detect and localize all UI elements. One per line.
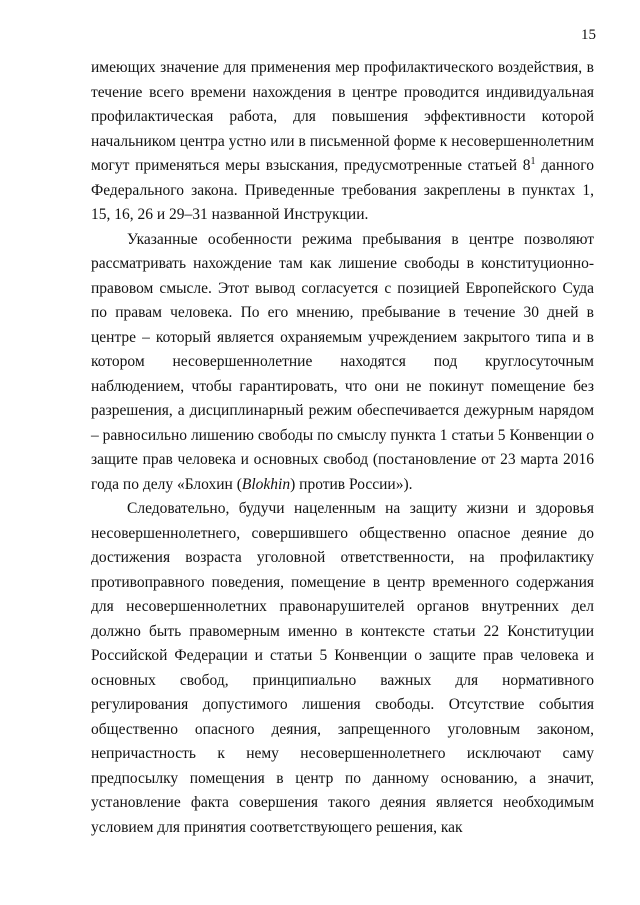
document-body [91,56,594,840]
paragraph-1-text-end: данного Федерального закона. Приведенные требования закреплены в пунктах 1, 15, 16, 26 и 29–31 названной Инструкции. [91,157,594,223]
paragraph-1 [91,56,594,228]
paragraph-1-text: имеющих значение для применения мер профилактического воздействия, в течение всего времени нахождения в центре проводится индивидуальная профилактическая работа, для повышения эффективности которой начальником центра устно или в письменной форме к несовершеннолетним могут применяться меры взыскания, предусмотренные статьей 8 [91,59,594,174]
paragraph-2 [91,228,594,498]
paragraph-3: Следовательно, будучи нацеленным на защиту жизни и здоровья несовершеннолетнего, совершившего общественно опасное деяние до достижения возраста уголовной ответственности, на профилактику противоправного поведения, помещение в центр временного содержания для несовершеннолетних правонарушителей органов внутренних дел должно быть правомерным именно в контексте статьи 22 Конституции Российской Федерации и статьи 5 Конвенции о защите прав человека и основных свобод, принципиально важных для нормативного регулирования допустимого лишения свободы. Отсутствие события общественно опасного деяния, запрещенного уголовным законом, непричастность к нему несовершеннолетнего исключают саму предпосылку помещения в центр по данному основанию, а значит, установление факта совершения такого деяния является необходимым условием для принятия соответствующего решения, как [91,500,594,836]
case-name-latin: Blokhin [241,475,291,493]
page-number: 15 [581,27,596,43]
footnote-superscript: 1 [530,156,536,167]
paragraph-2-text: Указанные особенности режима пребывания в центре позволяют рассматривать нахождение там как лишение свободы в конституционно-правовом смысле. Этот вывод согласуется с позицией Европейского Суда по правам человека. По его мнению, пребывание в течение 30 дней в центре – который является охраняемым учреждением закрытого типа и в котором несовершеннолетние находятся под круглосуточным наблюдением, чтобы гарантировать, что они не покинут помещение без разрешения, а дисциплинарный режим обеспечивается дежурным нарядом – равносильно лишению свободы по смыслу пункта 1 статьи 5 Конвенции о защите прав человека и основных свобод (постановление от 23 марта 2016 года по делу «Блохин ( [91,230,594,493]
paragraph-2-text-end: ) против России»). [290,475,413,493]
